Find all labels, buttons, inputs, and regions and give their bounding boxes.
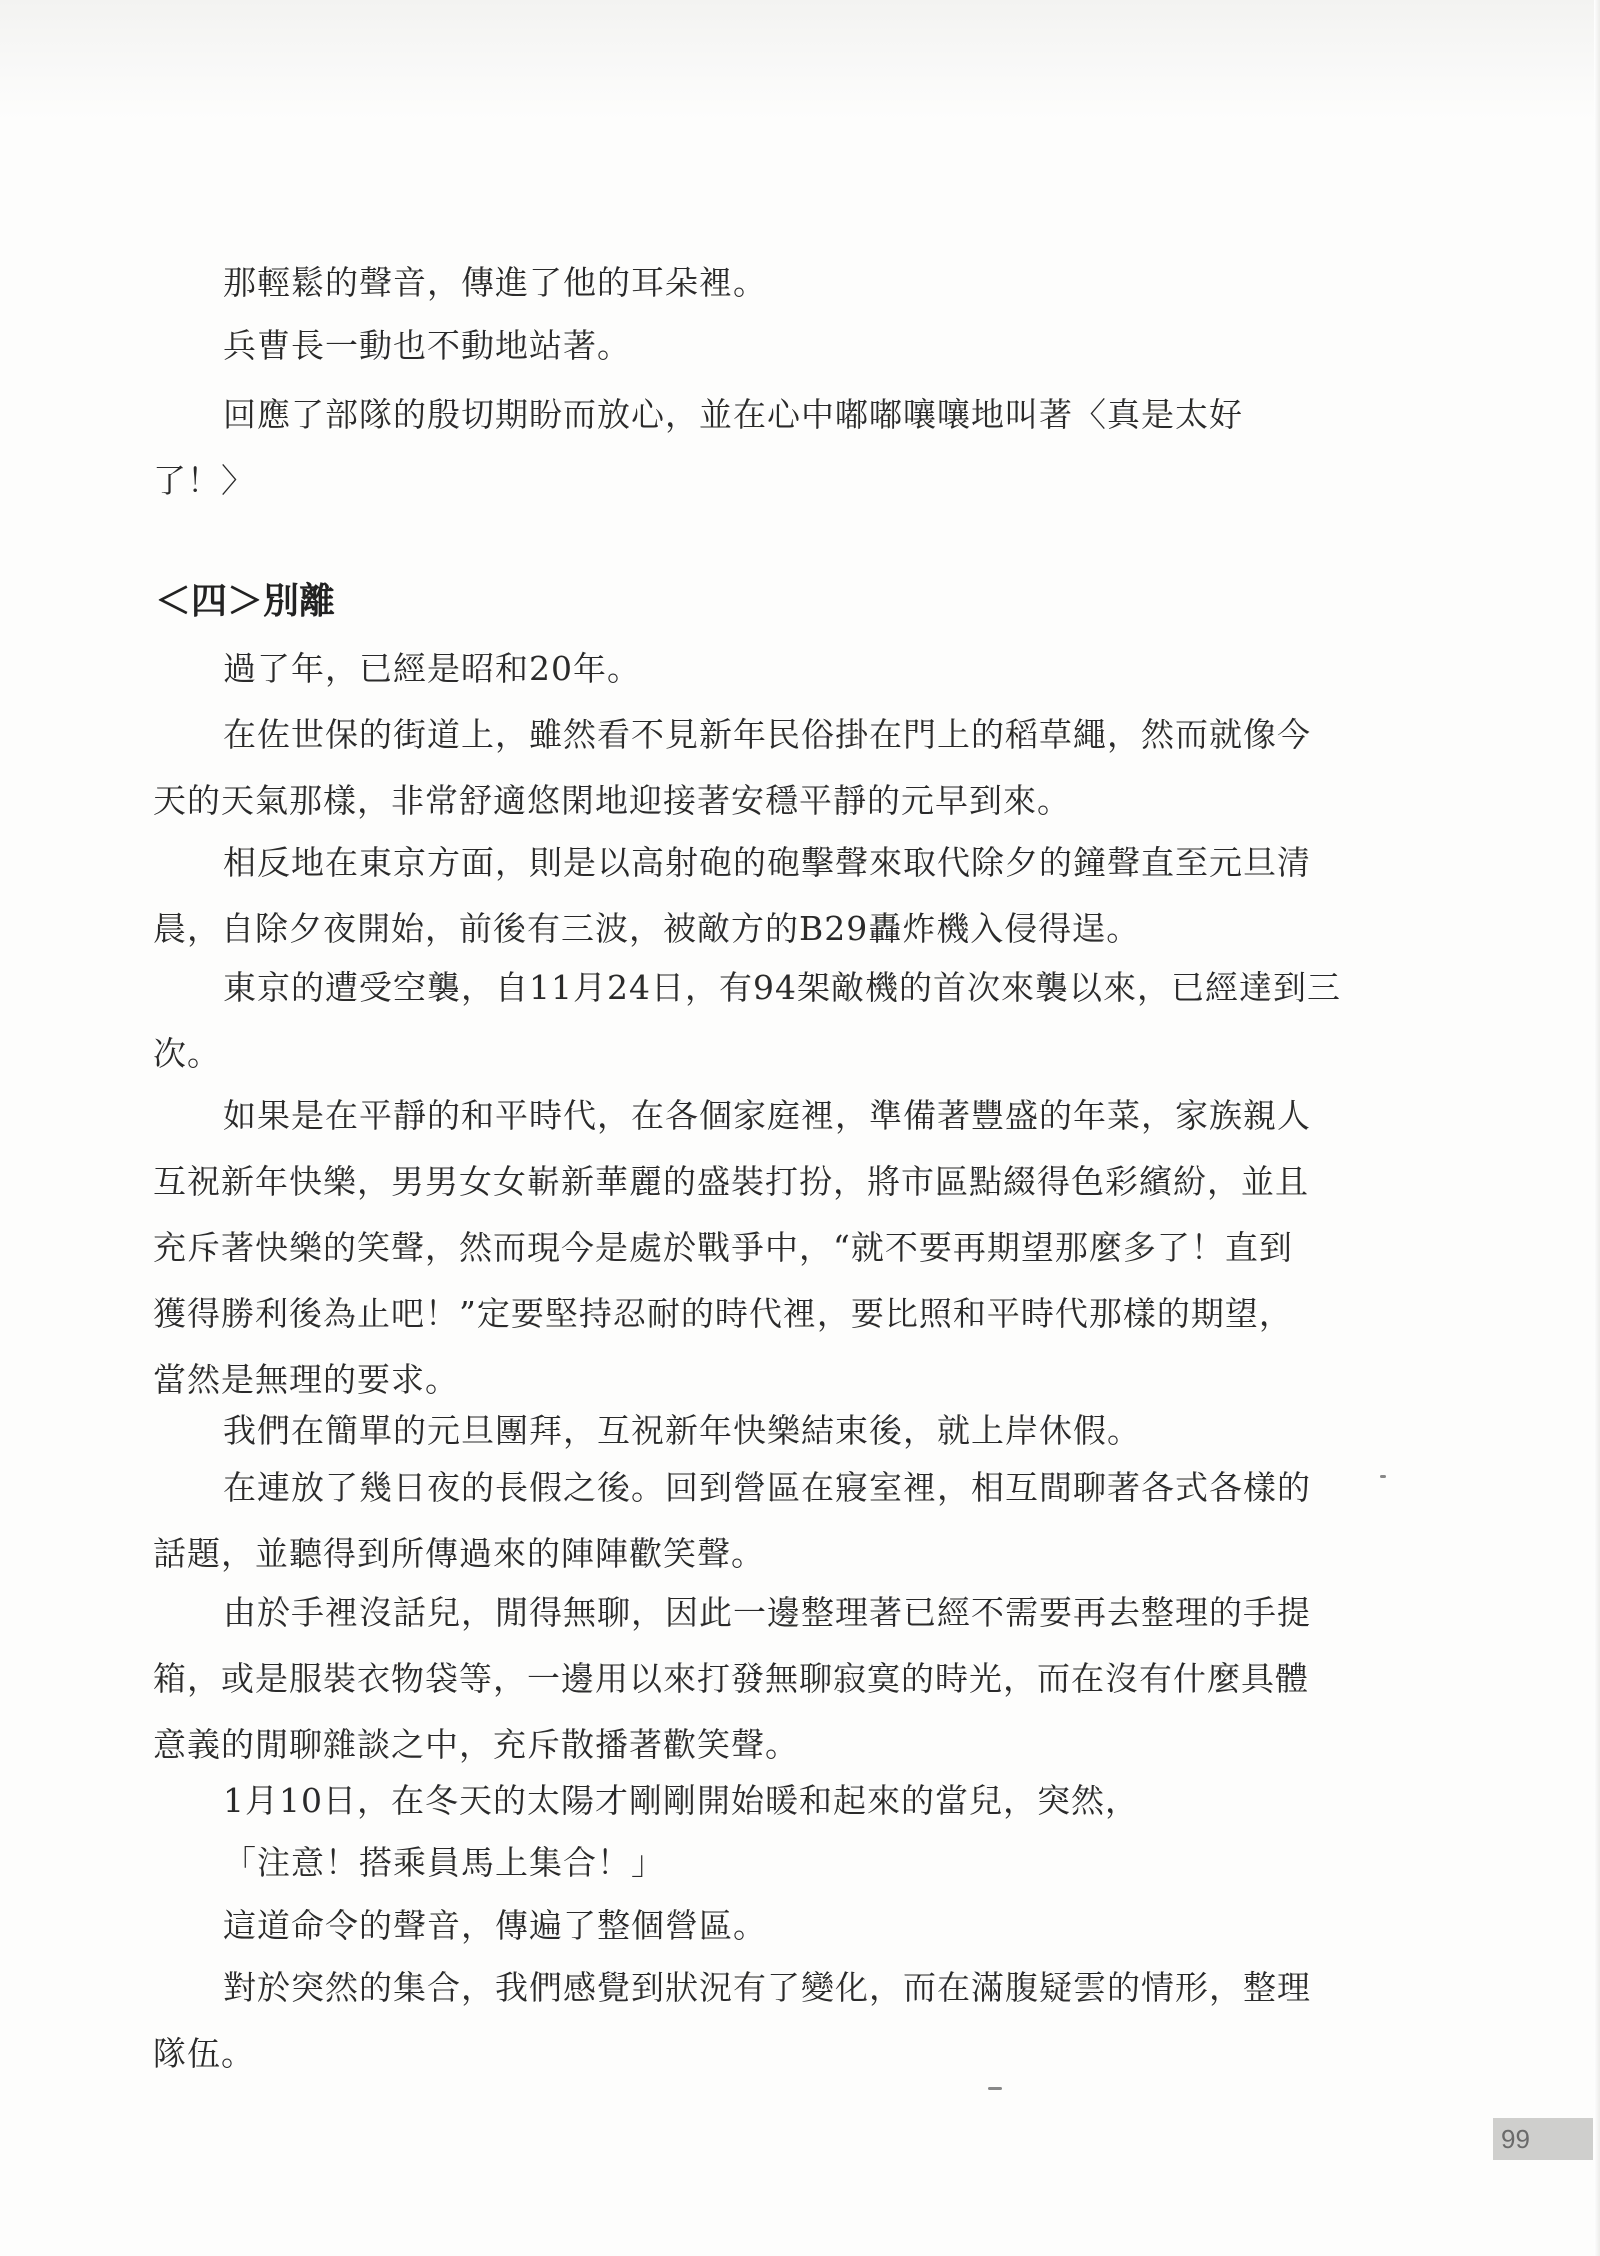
text-line: 天的天氣那樣，非常舒適悠閑地迎接著安穩平靜的元早到來。	[153, 781, 1071, 820]
page-number: 99	[1501, 2124, 1530, 2154]
text-line: 隊伍。	[153, 2034, 255, 2073]
text-line: 互祝新年快樂，男男女女嶄新華麗的盛裝打扮，將市區點綴得色彩繽紛，並且	[153, 1162, 1309, 1201]
text-line: 我們在簡單的元旦團拜，互祝新年快樂結束後，就上岸休假。	[223, 1411, 1141, 1450]
scan-speck	[988, 2087, 1002, 2090]
paragraph	[153, 250, 767, 316]
text-line: 意義的閒聊雜談之中，充斥散播著歡笑聲。	[153, 1725, 799, 1764]
text-line: 充斥著快樂的笑聲，然而現今是處於戰爭中，“就不要再期望那麼多了！直到	[153, 1228, 1293, 1267]
text-line: 相反地在東京方面，則是以高射砲的砲擊聲來取代除夕的鐘聲直至元旦清	[223, 843, 1311, 882]
paragraph	[153, 1455, 1311, 1587]
text-line: 話題，並聽得到所傳過來的陣陣歡笑聲。	[153, 1534, 765, 1573]
text-line: 了！〉	[153, 461, 255, 500]
text-line: 過了年，已經是昭和20年。	[223, 649, 641, 688]
text-line: 由於手裡沒話兒，閒得無聊，因此一邊整理著已經不需要再去整理的手提	[223, 1593, 1311, 1632]
paragraph	[153, 636, 641, 702]
paragraph	[153, 1768, 1139, 1834]
text-line: 兵曹長一動也不動地站著。	[223, 326, 631, 365]
paragraph	[153, 1580, 1311, 1778]
paragraph	[153, 1083, 1311, 1413]
paragraph	[153, 1955, 1311, 2087]
text-line: 這道命令的聲音，傳遍了整個營區。	[223, 1906, 767, 1945]
text-line: 那輕鬆的聲音，傳進了他的耳朵裡。	[223, 263, 767, 302]
text-line: 如果是在平靜的和平時代，在各個家庭裡，準備著豐盛的年菜，家族親人	[223, 1096, 1311, 1135]
paragraph	[153, 702, 1311, 834]
text-line: 當然是無理的要求。	[153, 1360, 459, 1399]
paragraph	[153, 313, 631, 379]
paragraph	[153, 1830, 665, 1896]
text-line: 東京的遭受空襲，自11月24日，有94架敵機的首次來襲以來，已經達到三	[223, 968, 1341, 1007]
paragraph	[153, 382, 1243, 514]
text-line: 晨，自除夕夜開始，前後有三波，被敵方的B29轟炸機入侵得逞。	[153, 909, 1141, 948]
paragraph	[153, 955, 1341, 1087]
text-line: 次。	[153, 1034, 221, 1073]
scan-right-edge	[1594, 0, 1600, 2256]
text-line: 在佐世保的街道上，雖然看不見新年民俗掛在門上的稻草繩，然而就像今	[223, 715, 1311, 754]
text-line: 1月10日，在冬天的太陽才剛剛開始暖和起來的當兒，突然，	[223, 1781, 1139, 1820]
text-line: 回應了部隊的殷切期盼而放心，並在心中嘟嘟嚷嚷地叫著〈真是太好	[223, 395, 1243, 434]
scan-speck	[1380, 1475, 1386, 1478]
text-line: 獲得勝利後為止吧！”定要堅持忍耐的時代裡，要比照和平時代那樣的期望，	[153, 1294, 1293, 1333]
section-heading: ＜四＞別離	[155, 581, 336, 622]
scan-top-shadow	[0, 0, 1600, 120]
text-line: 「注意！搭乘員馬上集合！」	[223, 1843, 665, 1882]
text-line: 對於突然的集合，我們感覺到狀況有了變化，而在滿腹疑雲的情形，整理	[223, 1968, 1311, 2007]
paragraph	[153, 1893, 767, 1959]
text-line: 箱，或是服裝衣物袋等，一邊用以來打發無聊寂寞的時光，而在沒有什麼具體	[153, 1659, 1309, 1698]
paragraph	[153, 830, 1311, 962]
text-line: 在連放了幾日夜的長假之後。回到營區在寢室裡，相互間聊著各式各樣的	[223, 1468, 1311, 1507]
page-number-tab	[1493, 2118, 1593, 2160]
